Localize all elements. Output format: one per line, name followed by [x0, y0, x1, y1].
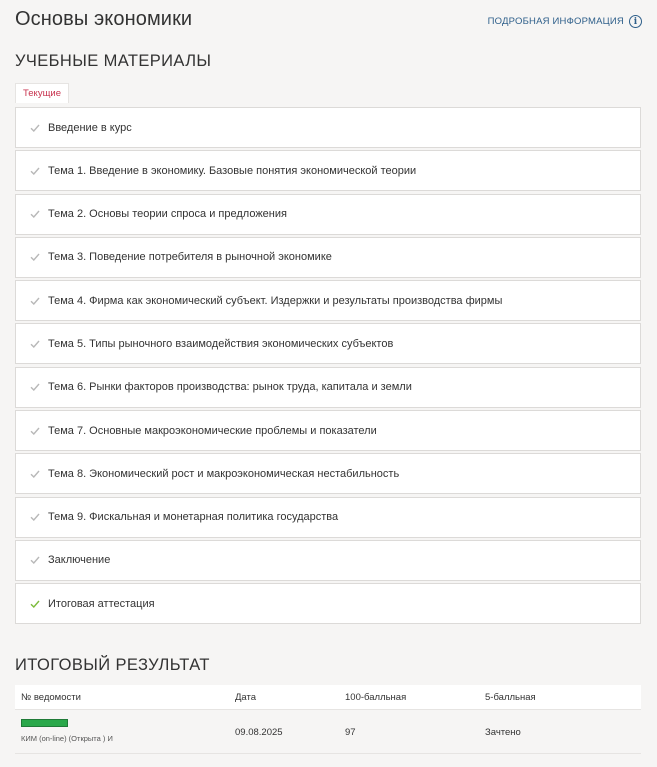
statement-name: КИМ (on-line) (Открыта ) И [21, 734, 113, 743]
checkmark-icon [30, 124, 41, 132]
checkmark-icon [30, 167, 41, 175]
table-row [15, 710, 641, 754]
material-item[interactable] [15, 237, 641, 278]
material-item[interactable] [15, 583, 641, 624]
info-icon: i [629, 15, 642, 28]
result-date: 09.08.2025 [235, 727, 283, 738]
material-item-label: Тема 6. Рынки факторов производства: рынок труда, капитала и земли [48, 381, 412, 394]
results-table [15, 685, 641, 754]
material-item[interactable] [15, 367, 641, 408]
materials-heading: УЧЕБНЫЕ МАТЕРИАЛЫ [15, 52, 212, 70]
material-item[interactable] [15, 150, 641, 191]
material-item[interactable] [15, 280, 641, 321]
column-header-statement: № ведомости [21, 691, 81, 703]
material-item-label: Тема 7. Основные макроэкономические проблемы и показатели [48, 424, 377, 437]
material-item[interactable] [15, 540, 641, 581]
material-item-label: Введение в курс [48, 121, 132, 134]
material-item-label: Итоговая аттестация [48, 597, 155, 610]
material-item-label: Тема 3. Поведение потребителя в рыночной экономике [48, 251, 332, 264]
material-item-label: Тема 9. Фискальная и монетарная политика государства [48, 511, 339, 524]
checkmark-icon [30, 210, 41, 218]
material-item[interactable] [15, 453, 641, 494]
results-heading: ИТОГОВЫЙ РЕЗУЛЬТАТ [15, 656, 210, 674]
result-score-5: Зачтено [485, 727, 521, 738]
checkmark-icon [30, 383, 41, 391]
checkmark-icon [30, 253, 41, 261]
material-item-label: Тема 8. Экономический рост и макроэкономическая нестабильность [48, 467, 400, 480]
checkmark-icon [30, 427, 41, 435]
material-item[interactable] [15, 323, 641, 364]
material-item-label: Тема 5. Типы рыночного взаимодействия экономических субъектов [48, 337, 394, 350]
column-header-score-100: 100-балльная [345, 691, 407, 703]
more-info-link[interactable] [488, 15, 642, 28]
material-item[interactable] [15, 497, 641, 538]
page-header [15, 8, 642, 36]
checkmark-icon [30, 297, 41, 305]
checkmark-icon [30, 470, 41, 478]
materials-list [15, 107, 641, 627]
material-item-label: Заключение [48, 554, 111, 567]
column-header-score-5: 5-балльная [485, 691, 536, 703]
result-score-100: 97 [345, 727, 356, 738]
progress-bar [21, 719, 68, 727]
material-item-label: Тема 1. Введение в экономику. Базовые понятия экономической теории [48, 164, 417, 177]
material-item[interactable] [15, 194, 641, 235]
tab-current[interactable]: Текущие [15, 83, 69, 103]
checkmark-icon [30, 556, 41, 564]
material-item[interactable] [15, 107, 641, 148]
material-item[interactable] [15, 410, 641, 451]
more-info-label: ПОДРОБНАЯ ИНФОРМАЦИЯ [487, 16, 624, 27]
material-item-label: Тема 2. Основы теории спроса и предложения [48, 208, 287, 221]
course-title: Основы экономики [15, 8, 193, 30]
results-table-header [15, 685, 641, 710]
checkmark-icon [30, 600, 41, 608]
column-header-date: Дата [235, 691, 257, 703]
checkmark-icon [30, 340, 41, 348]
material-item-label: Тема 4. Фирма как экономический субъект. Издержки и результаты производства фирмы [48, 294, 503, 307]
checkmark-icon [30, 513, 41, 521]
